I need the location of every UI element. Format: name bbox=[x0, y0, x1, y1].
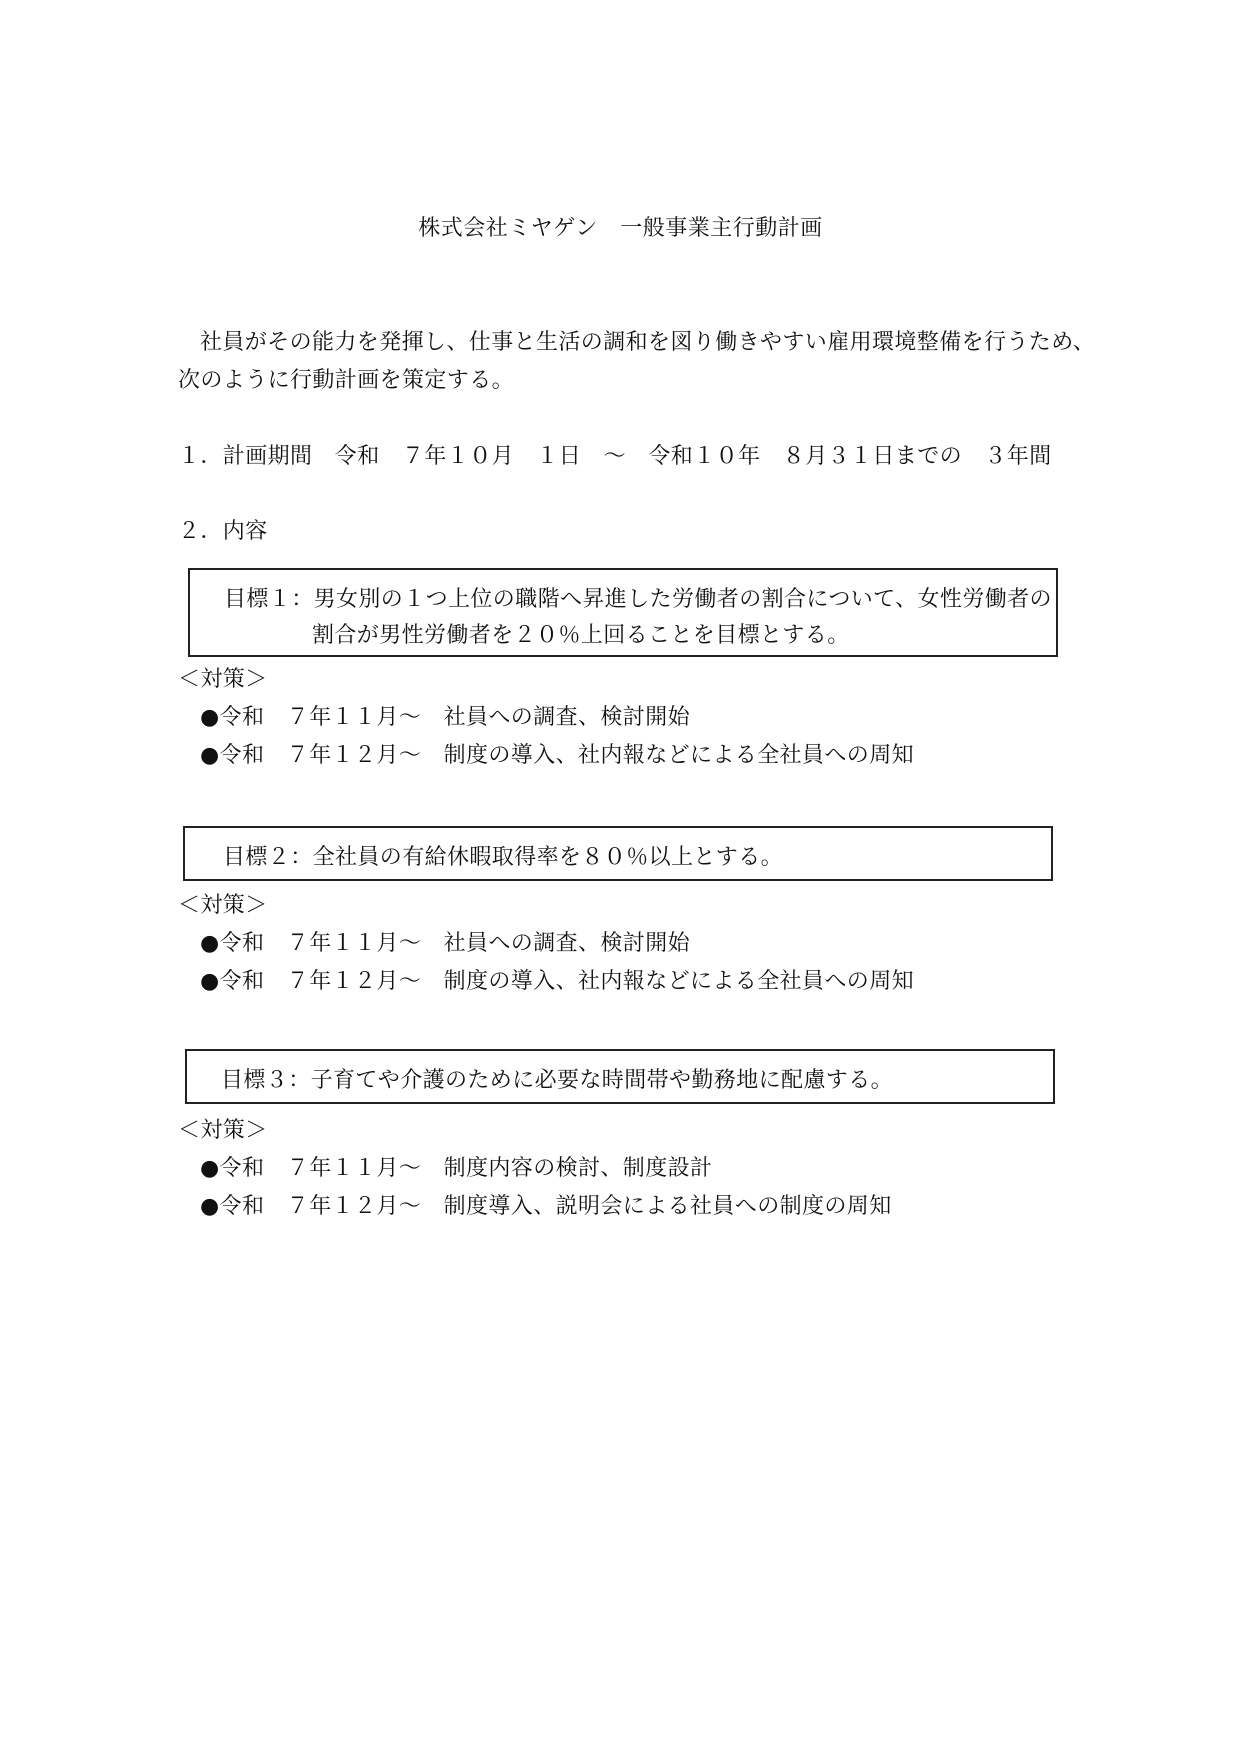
document-title: 株式会社ミヤゲン 一般事業主行動計画 bbox=[418, 216, 823, 241]
goal-1-measure-1: ●令和 ７年１１月～ 社員への調査、検討開始 bbox=[200, 705, 690, 730]
goal-2-box bbox=[183, 826, 1053, 881]
intro-line-1: 社員がその能力を発揮し、仕事と生活の調和を図り働きやすい雇用環境整備を行うため、 bbox=[200, 330, 1096, 355]
goal-1-line-2: 割合が男性労働者を２０％上回ることを目標とする。 bbox=[312, 623, 850, 648]
goal-3-measures-label: ＜対策＞ bbox=[178, 1118, 268, 1143]
section-heading-contents: ２．内容 bbox=[178, 519, 268, 544]
goal-2-measure-2: ●令和 ７年１２月～ 制度の導入、社内報などによる全社員への周知 bbox=[200, 969, 914, 994]
goal-1-measure-2: ●令和 ７年１２月～ 制度の導入、社内報などによる全社員への周知 bbox=[200, 743, 914, 768]
goal-2-measure-1: ●令和 ７年１１月～ 社員への調査、検討開始 bbox=[200, 931, 690, 956]
goal-3-box bbox=[185, 1049, 1055, 1104]
goal-3-measure-1: ●令和 ７年１１月～ 制度内容の検討、制度設計 bbox=[200, 1156, 713, 1181]
goal-1-line-1: 目標１：男女別の１つ上位の職階へ昇進した労働者の割合について、女性労働者の bbox=[224, 587, 1052, 612]
goal-1-box bbox=[188, 568, 1058, 657]
intro-line-2: 次のように行動計画を策定する。 bbox=[178, 368, 515, 393]
goal-2-line-1: 目標２：全社員の有給休暇取得率を８０％以上とする。 bbox=[223, 845, 784, 870]
goal-2-measures-label: ＜対策＞ bbox=[178, 893, 268, 918]
goal-3-line-1: 目標３：子育てや介護のために必要な時間帯や勤務地に配慮する。 bbox=[221, 1068, 894, 1093]
goal-3-measure-2: ●令和 ７年１２月～ 制度導入、説明会による社員への制度の周知 bbox=[200, 1194, 892, 1219]
goal-1-measures-label: ＜対策＞ bbox=[178, 667, 268, 692]
plan-period: １．計画期間 令和 ７年１０月 １日 ～ 令和１０年 ８月３１日までの ３年間 bbox=[178, 444, 1052, 469]
